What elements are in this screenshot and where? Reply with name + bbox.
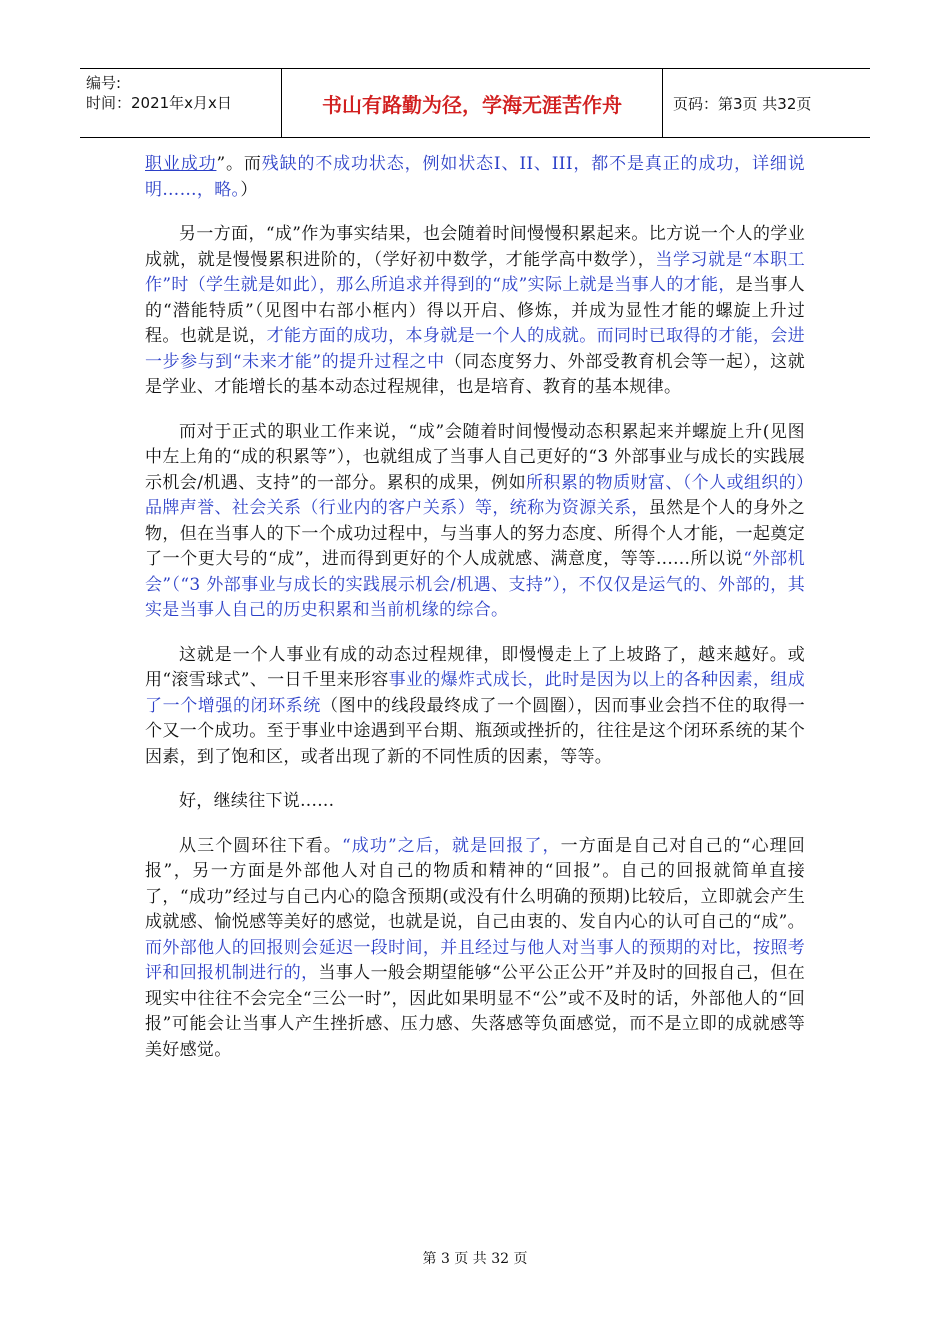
text-span: 而对于正式的职业工作来说，“成”会随着时间慢慢动态积累起来并螺旋上升(见图中左上角的“成的积累等”），也就组成了当事人自己更好的“3 外部事业与成长的实践展示机会/机遇、支持”的一部分。累积的成果，例如 (145, 421, 805, 493)
text-span: 这就是一个人事业有成的动态过程规律，即慢慢走上了上坡路了，越来越好。或用“滚雪球式”、一日千里来形容 (145, 644, 805, 690)
text-span: 事业的爆炸式成长，此时是因为以上的各种因素，组成了一个增强的闭环系统 (145, 670, 805, 716)
text-span: （同态度努力、外部受教育机会等一起），这就是学业、才能增长的基本动态过程规律，也是培育、教育的基本规律。 (145, 351, 805, 397)
text-span: 残缺的不成功状态，例如状态I、II、III，都不是真正的成功，详细说明……，略。 (145, 154, 806, 200)
paragraph-5 (145, 789, 805, 815)
text-span: 另一方面，“成”作为事实结果，也会随着时间慢慢积累起来。比方说一个人的学业成就，就是慢慢累积进阶的，（学好初中数学，才能学高中数学）， (145, 224, 805, 270)
text-span: 所积累的物质财富、（个人或组织的）品牌声誉、社会关系（行业内的客户关系）等，统称为资源关系， (145, 472, 805, 518)
header-page-number: 页码：第3页 共32页 (673, 94, 812, 113)
paragraph-2 (145, 222, 805, 401)
text-span: “外部机会”（“3 外部事业与成长的实践展示机会/机遇、支持”），不仅仅是运气的、外部的，其实是当事人自己的历史积累和当前机缘的综合。 (145, 549, 805, 620)
header-meta (80, 69, 282, 137)
text-span: “成功”之后，就是回报了， (341, 835, 561, 856)
paragraph-6 (145, 834, 805, 1064)
text-span: 而外部他人的回报则会延迟一段时间，并且经过与他人对当事人的预期的对比，按照考评和回报机制进行的， (145, 937, 805, 983)
document-body (145, 152, 805, 1082)
text-span: 职业成功 (145, 154, 217, 174)
paragraph-3 (145, 420, 805, 624)
text-span: 当事人一般会期望能够“公平公正公开”并及时的回报自己，但在现实中往往不会完全“三公一时”，因此如果明显不“公”或不及时的话，外部他人的“回报”可能会让当事人产生挫折感、压力感、失落感等负面感觉，而不是立即的成就感等美好感觉。 (145, 963, 806, 1060)
text-span: （图中的线段最终成了一个圆圈），因而事业会挡不住的取得一个又一个成功。至于事业中途遇到平台期、瓶颈或挫折的，往往是这个闭环系统的某个因素，到了饱和区，或者出现了新的不同性质的因素，等等。 (145, 695, 805, 767)
text-span: 一方面是自己对自己的“心理回报”，另一方面是外部他人对自己的物质和精神的“回报”。自己的回报就简单直接了，“成功”经过与自己内心的隐含预期(或没有什么明确的预期)比较后，立即就会产生成就感、愉悦感等美好的感觉，也就是说，自己由衷的、发自内心的认可自己的“成”。 (145, 835, 806, 932)
header-motto: 书山有路勤为径，学海无涯苦作舟 (282, 69, 663, 137)
text-span: ”。而 (216, 154, 262, 174)
paragraph-4 (145, 643, 805, 771)
page-footer: 第 3 页 共 32 页 (422, 1251, 528, 1267)
text-span: 从三个圆环往下看。 (179, 835, 342, 856)
text-span: 当学习就是“本职工作”时（学生就是如此），那么所追求并得到的“成”实际上就是当事人的才能， (145, 249, 805, 295)
text-span: ） (240, 179, 258, 200)
page-header (80, 68, 870, 138)
paragraph-1 (145, 152, 805, 203)
text-span: 好，继续往下说...... (179, 791, 335, 811)
number-label: 编号: (86, 74, 122, 92)
text-span: 是当事人的“潜能特质”（见图中右部小框内）得以开启、修炼，并成为显性才能的螺旋上升过程。也就是说， (145, 275, 805, 346)
time-label: 时间：2021年x月x日 (86, 94, 232, 112)
text-span: 才能方面的成功，本身就是一个人的成就。而同时已取得的才能，会进一步参与到“未来才能”的提升过程之中 (145, 326, 805, 372)
text-span: 虽然是个人的身外之物，但在当事人的下一个成功过程中，与当事人的努力态度、所得个人才能，一起奠定了一个更大号的“成”，进而得到更好的个人成就感、满意度，等等......所以说 (145, 498, 805, 569)
